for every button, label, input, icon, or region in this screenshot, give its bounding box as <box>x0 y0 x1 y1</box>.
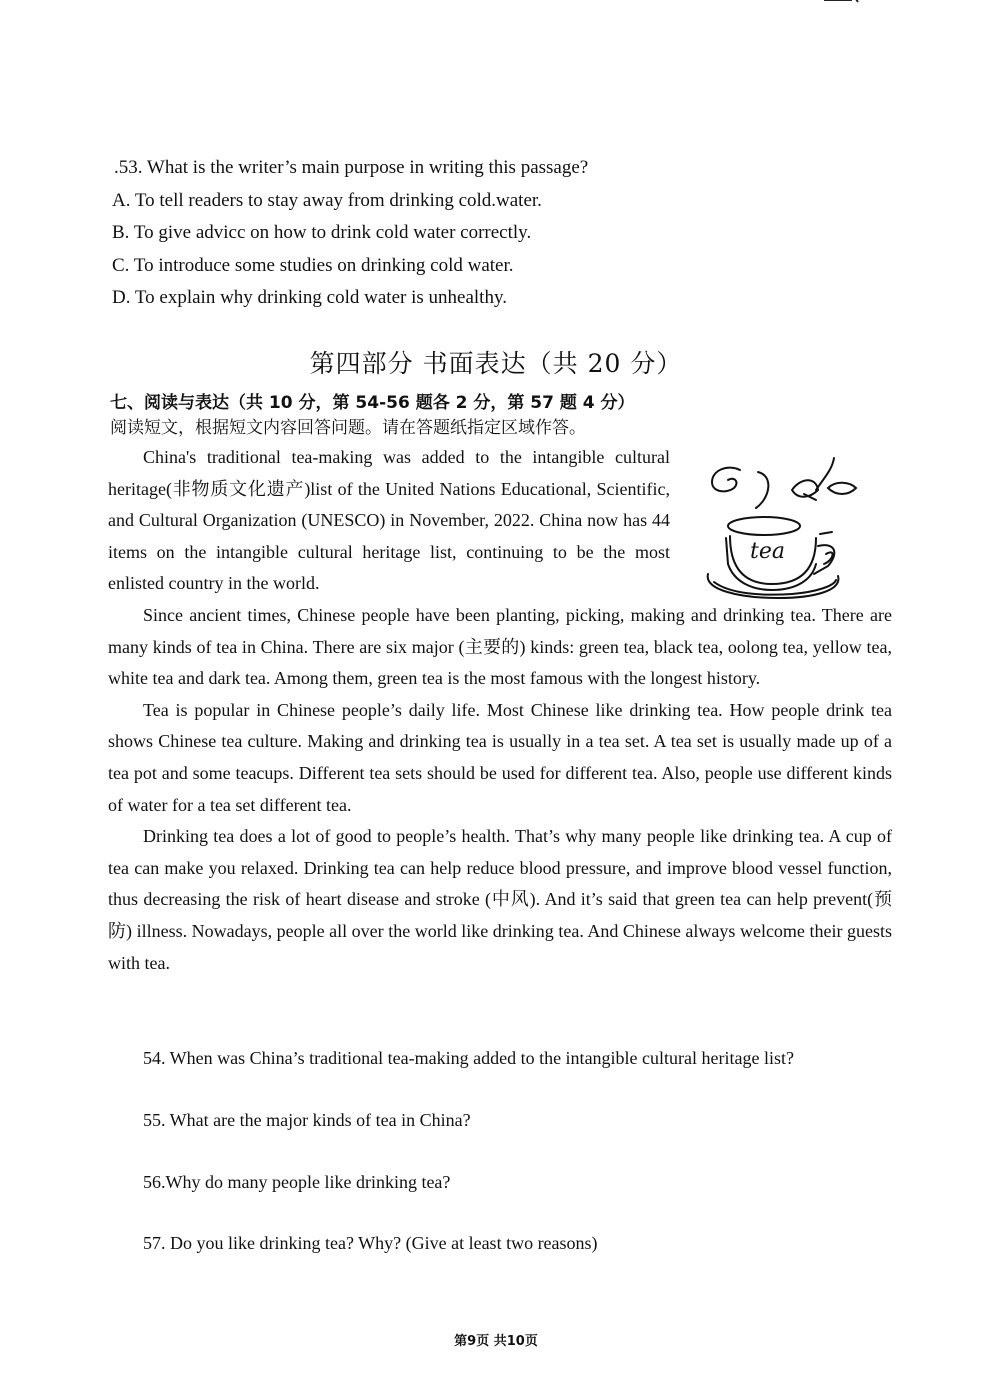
page-footer: 第9页 共10页 <box>454 1334 538 1349</box>
passage-paragraph-3: Tea is popular in Chinese people’s daily life. Most Chinese like drinking tea. How people drink tea shows Chinese tea culture. Making and drinking tea is usually in a tea set. A tea set is usually made up of a tea pot and some teacups. Different tea sets should be used for different tea. Also, people use different kinds of water for a tea set different tea. <box>108 699 892 815</box>
question-53-option-c: C. To introduce some studies on drinking cold water. <box>112 254 514 276</box>
question-55: 55. What are the major kinds of tea in China? <box>143 1110 471 1130</box>
question-53-option-a: A. To tell readers to stay away from drinking cold.water. <box>112 189 542 211</box>
question-53-option-b: B. To give advicc on how to drink cold water correctly. <box>112 222 532 243</box>
teacup-label: tea <box>750 539 785 564</box>
question-54: 54. When was China’s traditional tea-making added to the intangible cultural heritage list? <box>143 1048 794 1068</box>
passage-paragraph-2: Since ancient times, Chinese people have been planting, picking, making and drinking tea. There are many kinds of tea in China. There are six major (主要的) kinds: green tea, black tea, oolong tea, yellow tea, white tea and dark tea. Among them, green tea is the most famous with the longest history. <box>108 604 892 689</box>
passage-paragraph-4: Drinking tea does a lot of good to people’s health. That’s why many people like drinking tea. A cup of tea can make you relaxed. Drinking tea can help reduce blood pressure, and improve blood vessel function, thus decreasing the risk of heart disease and stroke (中风). And it’s said that green tea can help prevent(预防) illness. Nowadays, people all over the world like drinking tea. And Chinese always welcome their guests with tea. <box>108 826 892 973</box>
question-53-option-d: D. To explain why drinking cold water is unhealthy. <box>112 287 507 308</box>
question-57: 57. Do you like drinking tea? Why? (Give at least two reasons) <box>143 1233 598 1253</box>
question-56: 56.Why do many people like drinking tea? <box>143 1172 451 1192</box>
section-title: 第四部分 书面表达（共 20 分） <box>309 349 683 378</box>
top-edge-mark <box>822 0 862 4</box>
question-53-stem: .53. What is the writer’s main purpose in writing this passage? <box>114 157 589 178</box>
part-title: 七、阅读与表达（共 10 分，第 54-56 题各 2 分，第 57 题 4 分） <box>110 393 635 413</box>
teacup-illustration <box>700 456 870 606</box>
instruction-text: 阅读短文，根据短文内容回答问题。请在答题纸指定区域作答。 <box>110 418 586 438</box>
passage-paragraph-1: China's traditional tea-making was added to the intangible cultural heritage(非物质文化遗产)list of the United Nations Educational, Scientific, and Cultural Organization (UNESCO) in November, 2022. China now has 44 items on the intangible cultural heritage list, continuing to be the most enlisted country in the world. <box>108 447 670 594</box>
question-53 <box>112 152 872 315</box>
